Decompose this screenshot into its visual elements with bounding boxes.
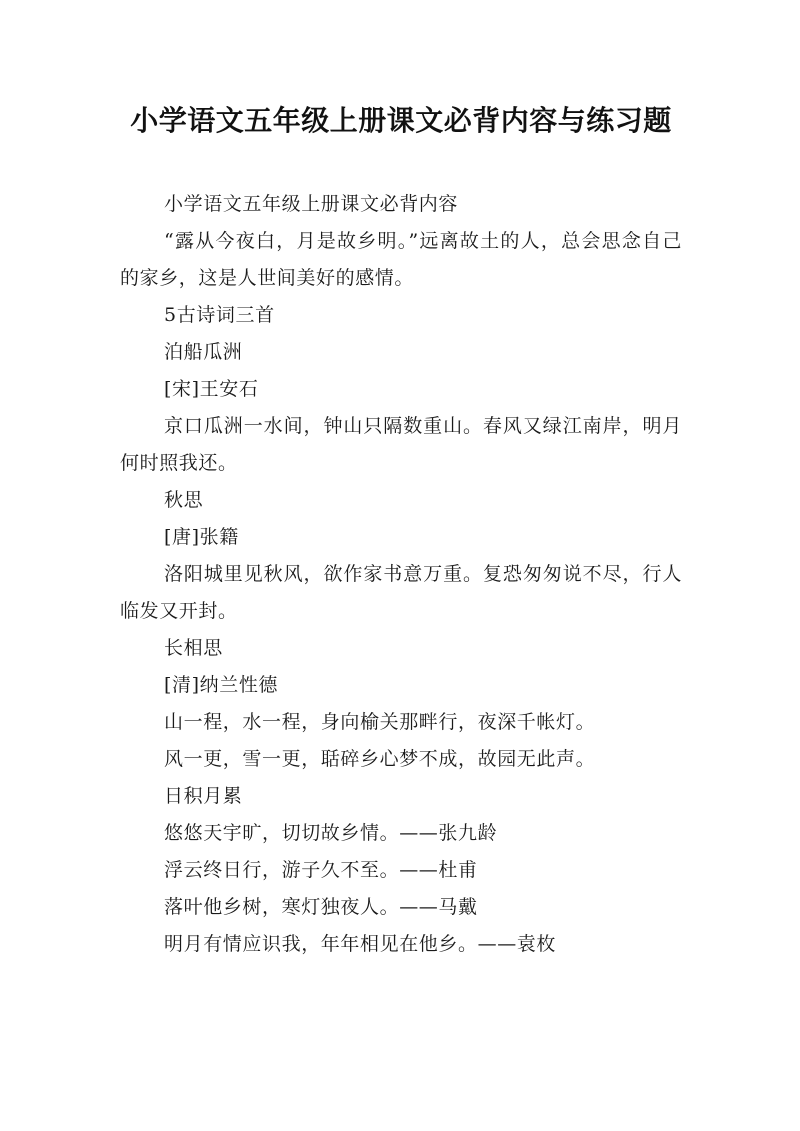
poem-text: 风一更，雪一更，聒碎乡心梦不成，故园无此声。 [164, 748, 596, 770]
section-heading: 小学语文五年级上册课文必背内容 [164, 193, 459, 215]
quote-line: 落叶他乡树，寒灯独夜人。——马戴 [164, 896, 478, 918]
poem-text: 洛阳城里见秋风，欲作家书意万重。复恐匆匆说不尽，行人临发又开封。 [120, 563, 682, 622]
poem-author: [宋]王安石 [164, 378, 259, 400]
poem-title: 秋思 [164, 489, 204, 511]
poem-author: [唐]张籍 [164, 526, 239, 548]
document-title: 小学语文五年级上册课文必背内容与练习题 [130, 104, 672, 137]
intro-paragraph: “露从今夜白，月是故乡明。”远离故土的人，总会思念自己的家乡，这是人世间美好的感情。 [120, 230, 682, 289]
quote-line: 浮云终日行，游子久不至。——杜甫 [164, 859, 478, 881]
lesson-heading: 5古诗词三首 [164, 304, 275, 326]
quote-line: 悠悠天宇旷，切切故乡情。——张九龄 [164, 822, 498, 844]
poem-title: 泊船瓜洲 [164, 341, 243, 363]
poem-text: 京口瓜洲一水间，钟山只隔数重山。春风又绿江南岸，明月何时照我还。 [120, 415, 682, 474]
document-body [120, 186, 682, 963]
section-heading: 日积月累 [164, 785, 243, 807]
poem-text: 山一程，水一程，身向榆关那畔行，夜深千帐灯。 [164, 711, 596, 733]
poem-author: [清]纳兰性德 [164, 674, 279, 696]
quote-line: 明月有情应识我，年年相见在他乡。——袁枚 [164, 933, 557, 955]
poem-title: 长相思 [164, 637, 223, 659]
